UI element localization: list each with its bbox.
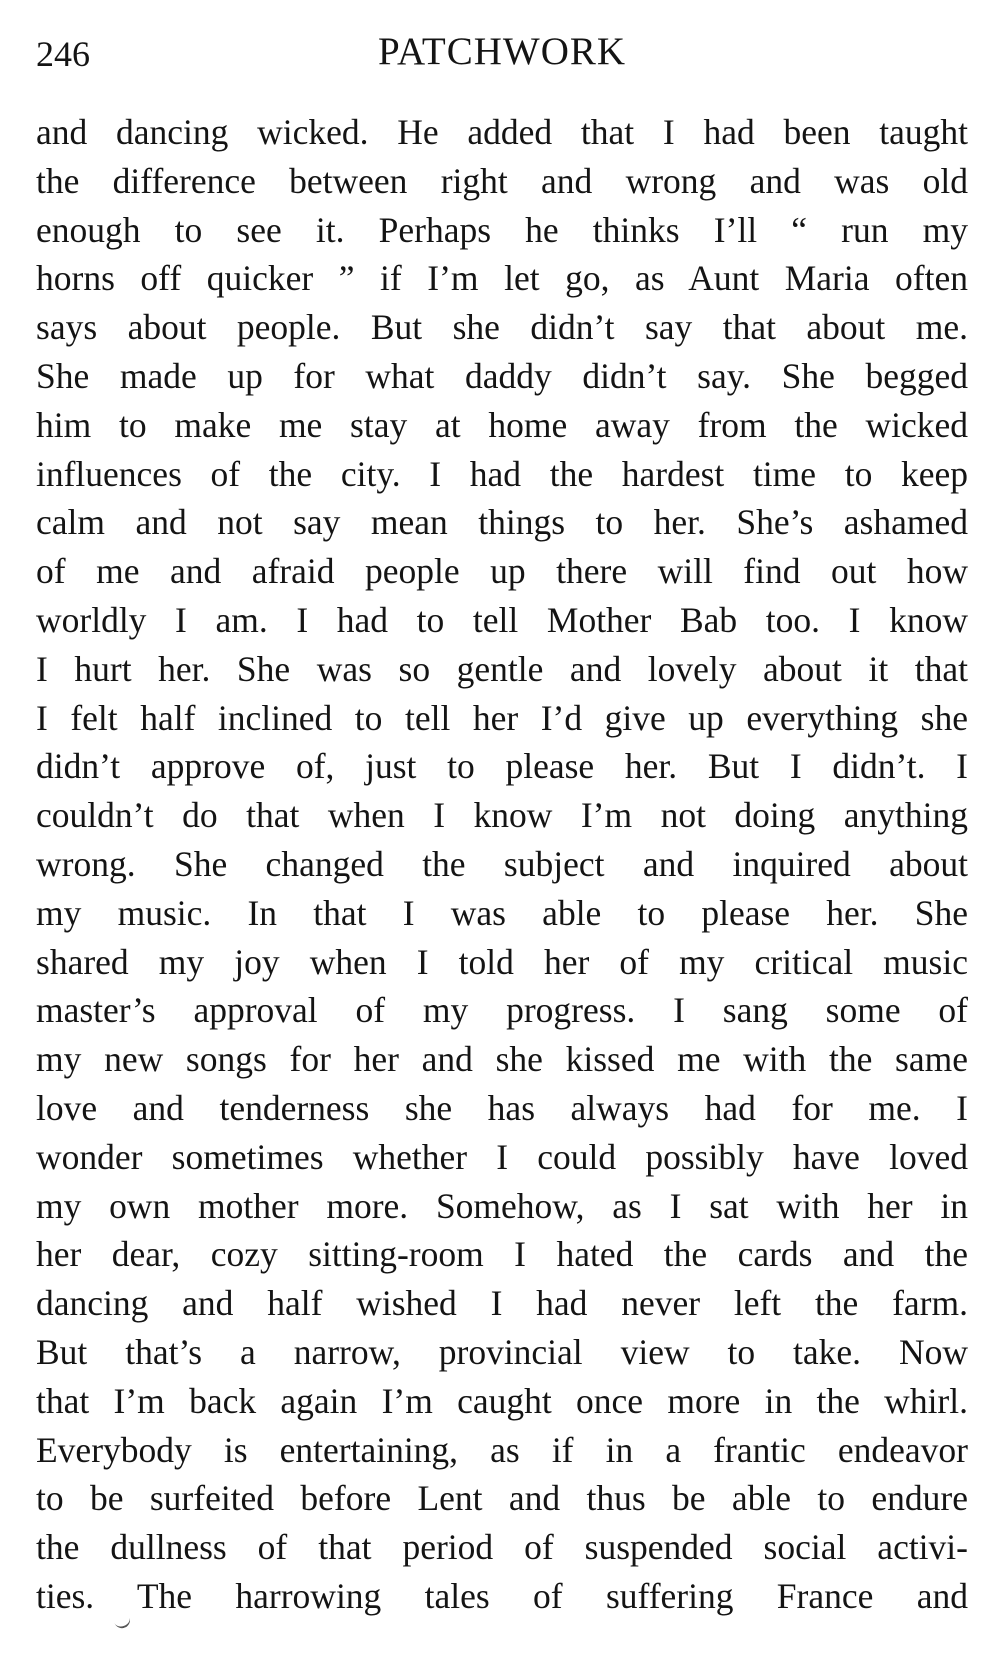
text-line: worldly I am. I had to tell Mother Bab too. I know: [36, 599, 968, 640]
text-line: I felt half inclined to tell her I’d give up everything she: [36, 697, 968, 738]
text-line: master’s approval of my progress. I sang some of: [36, 990, 968, 1031]
text-line: that I’m back again I’m caught once more in the whirl.: [36, 1380, 968, 1421]
text-line: the dullness of that period of suspended social activi-: [36, 1527, 968, 1568]
text-line: says about people. But she didn’t say that about me.: [36, 307, 968, 348]
text-line: my music. In that I was able to please her. She: [36, 892, 968, 933]
text-line: and dancing wicked. He added that I had been taught: [36, 112, 968, 152]
text-line: Everybody is entertaining, as if in a frantic endeavor: [36, 1429, 968, 1470]
text-line: him to make me stay at home away from the wicked: [36, 404, 968, 445]
body-text: [36, 108, 968, 1621]
text-line: ties. The harrowing tales of suffering France and: [36, 1575, 968, 1616]
text-line: her dear, cozy sitting-room I hated the cards and the: [36, 1234, 968, 1275]
page-number: 246: [36, 34, 90, 74]
text-line: wonder sometimes whether I could possibly have loved: [36, 1136, 968, 1177]
text-line: of me and afraid people up there will find out how: [36, 551, 968, 592]
text-line: couldn’t do that when I know I’m not doing anything: [36, 795, 968, 836]
text-line: I hurt her. She was so gentle and lovely about it that: [36, 648, 968, 689]
text-line: the difference between right and wrong and was old: [36, 160, 968, 201]
text-line: my new songs for her and she kissed me with the same: [36, 1039, 968, 1080]
running-head: PATCHWORK: [377, 30, 627, 73]
text-line: horns off quicker ” if I’m let go, as Aunt Maria often: [36, 258, 968, 299]
text-line: wrong. She changed the subject and inquired about: [36, 843, 968, 884]
text-line: enough to see it. Perhaps he thinks I’ll “ run my: [36, 209, 968, 250]
text-line: to be surfeited before Lent and thus be able to endure: [36, 1478, 968, 1519]
text-line: shared my joy when I told her of my critical music: [36, 941, 968, 982]
page-header: [36, 24, 968, 84]
text-line: calm and not say mean things to her. She’s ashamed: [36, 502, 968, 543]
text-line: But that’s a narrow, provincial view to take. Now: [36, 1331, 968, 1372]
text-line: influences of the city. I had the hardest time to keep: [36, 453, 968, 494]
text-line: didn’t approve of, just to please her. But I didn’t. I: [36, 746, 968, 787]
text-line: my own mother more. Somehow, as I sat with her in: [36, 1185, 968, 1226]
text-line: She made up for what daddy didn’t say. She begged: [36, 355, 968, 396]
text-line: dancing and half wished I had never left the farm.: [36, 1283, 968, 1324]
text-line: love and tenderness she has always had for me. I: [36, 1087, 968, 1128]
